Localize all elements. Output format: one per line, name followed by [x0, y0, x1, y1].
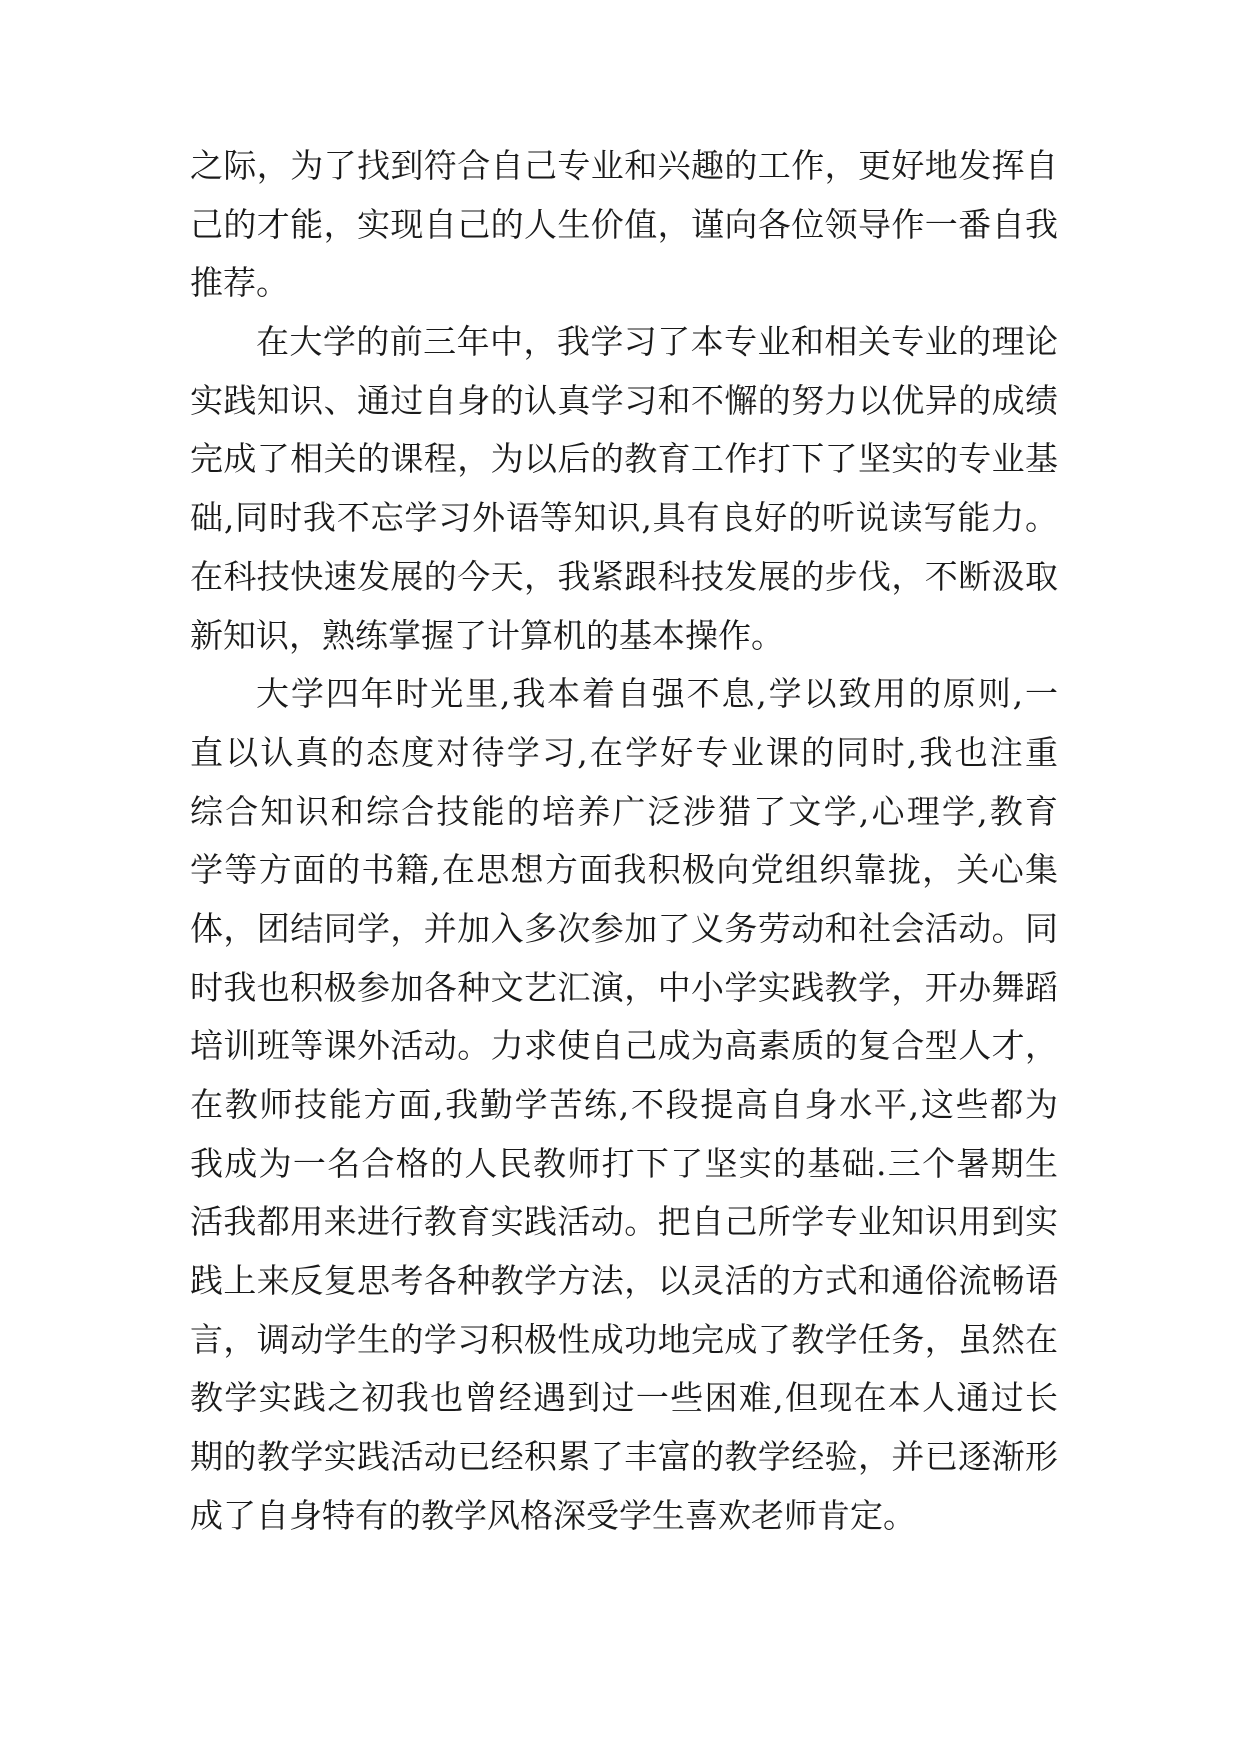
- text-line: 体，团结同学，并加入多次参加了义务劳动和社会活动。同: [190, 908, 1058, 948]
- text-line: 我成为一名合格的人民教师打下了坚实的基础.三个暑期生: [190, 1143, 1058, 1183]
- paragraph-1: [190, 137, 1058, 313]
- text-line: 大学四年时光里,我本着自强不息,学以致用的原则,一: [256, 674, 1058, 714]
- text-line: 之际，为了找到符合自己专业和兴趣的工作，更好地发挥自: [190, 146, 1058, 185]
- text-line: 础,同时我不忘学习外语等知识,具有良好的听说读写能力。: [190, 498, 1058, 538]
- text-line: 践上来反复思考各种教学方法，以灵活的方式和通俗流畅语: [190, 1261, 1058, 1301]
- paragraph-2: [190, 313, 1058, 665]
- text-line: 在教师技能方面,我勤学苦练,不段提高自身水平,这些都为: [190, 1085, 1058, 1124]
- text-line: 直以认真的态度对待学习,在学好专业课的同时,我也注重: [190, 732, 1058, 772]
- text-line: 活我都用来进行教育实践活动。把自己所学专业知识用到实: [190, 1202, 1058, 1242]
- text-line: 成了自身特有的教学风格深受学生喜欢老师肯定。: [190, 1495, 916, 1535]
- text-line: 综合知识和综合技能的培养广泛涉猎了文学,心理学,教育: [190, 791, 1058, 831]
- document-page: [190, 137, 1058, 1637]
- text-line: 期的教学实践活动已经积累了丰富的教学经验，并已逐渐形: [190, 1437, 1058, 1477]
- text-line: 在大学的前三年中，我学习了本专业和相关专业的理论: [256, 322, 1058, 362]
- text-line: 时我也积极参加各种文艺汇演，中小学实践教学，开办舞蹈: [190, 967, 1058, 1007]
- text-line: 言，调动学生的学习积极性成功地完成了教学任务，虽然在: [190, 1319, 1058, 1359]
- paragraph-3: [190, 665, 1058, 1545]
- text-line: 在科技快速发展的今天，我紧跟科技发展的步伐，不断汲取: [190, 556, 1058, 596]
- text-line: 推荐。: [190, 263, 289, 303]
- text-line: 学等方面的书籍,在思想方面我积极向党组织靠拢，关心集: [190, 850, 1058, 890]
- text-line: 教学实践之初我也曾经遇到过一些困难,但现在本人通过长: [190, 1378, 1058, 1418]
- text-line: 完成了相关的课程，为以后的教育工作打下了坚实的专业基: [190, 439, 1058, 479]
- text-line: 己的才能，实现自己的人生价值，谨向各位领导作一番自我: [190, 204, 1058, 244]
- text-line: 新知识，熟练掌握了计算机的基本操作。: [190, 615, 784, 655]
- text-line: 实践知识、通过自身的认真学习和不懈的努力以优异的成绩: [190, 380, 1058, 420]
- text-line: 培训班等课外活动。力求使自己成为高素质的复合型人才，: [190, 1026, 1058, 1066]
